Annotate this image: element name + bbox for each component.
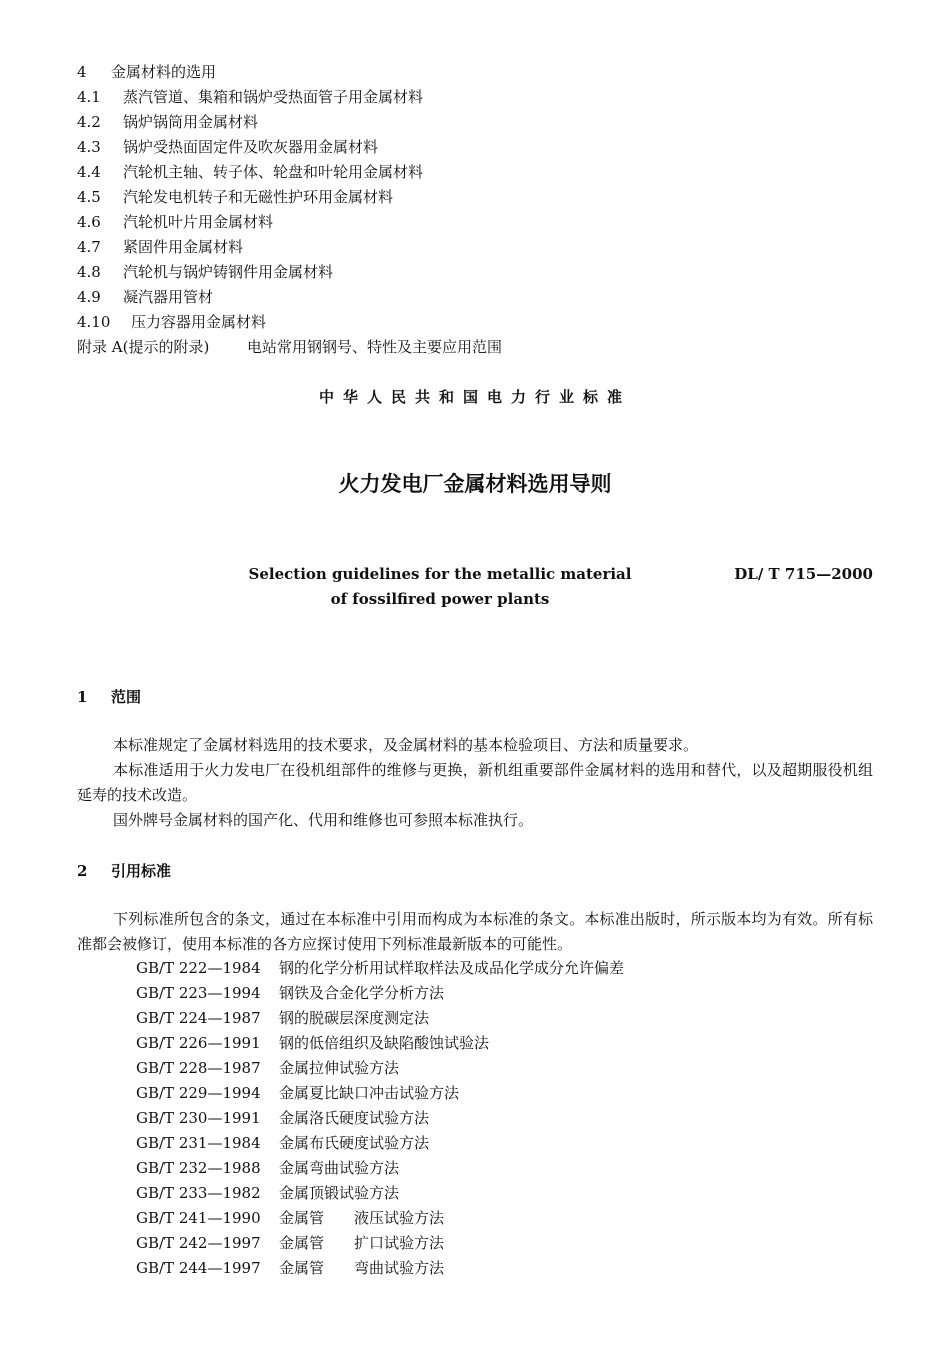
toc-item-label: 紧固件用金属材料 bbox=[123, 238, 244, 256]
paragraph: 国外牌号金属材料的国产化、代用和维修也可参照本标准执行。 bbox=[113, 811, 534, 829]
toc-item-number: 4.9 bbox=[77, 288, 101, 306]
english-title-line-2: of fossilfired power plants bbox=[330, 590, 550, 608]
reference-item bbox=[136, 1056, 624, 1081]
reference-code: GB/T 229—1994 bbox=[136, 1084, 261, 1102]
toc-item[interactable] bbox=[77, 285, 502, 310]
toc-item-number: 4.5 bbox=[77, 188, 101, 206]
reference-title: 钢的脱碳层深度测定法 bbox=[279, 1009, 430, 1027]
reference-code: GB/T 224—1987 bbox=[136, 1009, 261, 1027]
reference-item bbox=[136, 1131, 624, 1156]
section-number: 1 bbox=[77, 688, 88, 706]
reference-code: GB/T 231—1984 bbox=[136, 1134, 261, 1152]
reference-title: 钢铁及合金化学分析方法 bbox=[279, 984, 445, 1002]
section-title: 引用标准 bbox=[111, 862, 172, 880]
toc-item[interactable] bbox=[77, 85, 502, 110]
reference-title: 金属洛氏硬度试验方法 bbox=[279, 1109, 430, 1127]
section-1-heading bbox=[77, 686, 141, 707]
toc-appendix-title: 电站常用钢钢号、特性及主要应用范围 bbox=[247, 338, 503, 356]
reference-prefix: 金属管 bbox=[279, 1209, 325, 1227]
toc-item[interactable] bbox=[77, 160, 502, 185]
section-2-heading bbox=[77, 860, 171, 881]
reference-title: 金属拉伸试验方法 bbox=[279, 1059, 400, 1077]
reference-title: 钢的低倍组织及缺陷酸蚀试验法 bbox=[279, 1034, 490, 1052]
reference-code: GB/T 242—1997 bbox=[136, 1234, 261, 1252]
toc-item-number: 4.1 bbox=[77, 88, 101, 106]
toc-item-label: 汽轮机叶片用金属材料 bbox=[123, 213, 274, 231]
toc-item[interactable] bbox=[77, 235, 502, 260]
reference-list bbox=[136, 956, 624, 1281]
toc-item-number: 4.3 bbox=[77, 138, 101, 156]
reference-title: 金属夏比缺口冲击试验方法 bbox=[279, 1084, 460, 1102]
reference-code: GB/T 230—1991 bbox=[136, 1109, 261, 1127]
reference-item bbox=[136, 981, 624, 1006]
reference-title: 金属弯曲试验方法 bbox=[279, 1159, 400, 1177]
toc-item-label: 凝汽器用管材 bbox=[123, 288, 214, 306]
reference-title: 钢的化学分析用试样取样法及成品化学成分允许偏差 bbox=[279, 959, 625, 977]
reference-code: GB/T 226—1991 bbox=[136, 1034, 261, 1052]
toc-appendix[interactable] bbox=[77, 335, 502, 360]
reference-item bbox=[136, 1081, 624, 1106]
issuing-organization: 中华人民共和国电力行业标准 bbox=[318, 388, 631, 406]
reference-code: GB/T 228—1987 bbox=[136, 1059, 261, 1077]
reference-item bbox=[136, 1181, 624, 1206]
reference-title: 金属布氏硬度试验方法 bbox=[279, 1134, 430, 1152]
toc-item[interactable] bbox=[77, 310, 502, 335]
reference-item bbox=[136, 956, 624, 981]
reference-title: 扩口试验方法 bbox=[354, 1234, 445, 1252]
toc-item-number: 4.4 bbox=[77, 163, 101, 181]
toc-item-number: 4.2 bbox=[77, 113, 101, 131]
document-title: 火力发电厂金属材料选用导则 bbox=[338, 471, 612, 496]
toc-item-number: 4 bbox=[77, 63, 87, 81]
reference-code: GB/T 232—1988 bbox=[136, 1159, 261, 1177]
toc-item-label: 蒸汽管道、集箱和锅炉受热面管子用金属材料 bbox=[123, 88, 424, 106]
toc-item-label: 金属材料的选用 bbox=[111, 63, 217, 81]
standard-code: DL/ T 715—2000 bbox=[734, 565, 873, 583]
reference-item bbox=[136, 1256, 624, 1281]
section-title: 范围 bbox=[111, 688, 142, 706]
reference-code: GB/T 223—1994 bbox=[136, 984, 261, 1002]
toc-item-number: 4.8 bbox=[77, 263, 101, 281]
toc-appendix-label: 附录 A(提示的附录) bbox=[77, 338, 210, 356]
reference-code: GB/T 244—1997 bbox=[136, 1259, 261, 1277]
toc-item-label: 汽轮机与锅炉铸钢件用金属材料 bbox=[123, 263, 334, 281]
toc-item-number: 4.6 bbox=[77, 213, 101, 231]
reference-item bbox=[136, 1206, 624, 1231]
reference-item bbox=[136, 1156, 624, 1181]
toc-item[interactable] bbox=[77, 135, 502, 160]
reference-title: 弯曲试验方法 bbox=[354, 1259, 445, 1277]
toc-item-number: 4.10 bbox=[77, 313, 111, 331]
reference-title: 金属顶锻试验方法 bbox=[279, 1184, 400, 1202]
toc-item-number: 4.7 bbox=[77, 238, 101, 256]
table-of-contents bbox=[77, 60, 502, 360]
english-title bbox=[240, 562, 640, 612]
toc-item-label: 锅炉受热面固定件及吹灰器用金属材料 bbox=[123, 138, 379, 156]
reference-item bbox=[136, 1031, 624, 1056]
toc-item[interactable] bbox=[77, 260, 502, 285]
toc-item[interactable] bbox=[77, 210, 502, 235]
paragraph: 本标准规定了金属材料选用的技术要求，及金属材料的基本检验项目、方法和质量要求。 bbox=[113, 736, 699, 754]
reference-item bbox=[136, 1106, 624, 1131]
toc-item-label: 压力容器用金属材料 bbox=[131, 313, 267, 331]
toc-item[interactable] bbox=[77, 185, 502, 210]
reference-prefix: 金属管 bbox=[279, 1259, 325, 1277]
toc-item-label: 汽轮机主轴、转子体、轮盘和叶轮用金属材料 bbox=[123, 163, 424, 181]
reference-item bbox=[136, 1231, 624, 1256]
toc-item-label: 汽轮发电机转子和无磁性护环用金属材料 bbox=[123, 188, 394, 206]
paragraph: 本标准适用于火力发电厂在役机组部件的维修与更换，新机组重要部件金属材料的选用和替代，以及超期服役机组延寿的技术改造。 bbox=[77, 761, 873, 804]
reference-code: GB/T 241—1990 bbox=[136, 1209, 261, 1227]
reference-code: GB/T 222—1984 bbox=[136, 959, 261, 977]
toc-item[interactable] bbox=[77, 110, 502, 135]
paragraph: 下列标准所包含的条文，通过在本标准中引用而构成为本标准的条文。本标准出版时，所示版本均为有效。所有标准都会被修订，使用本标准的各方应探讨使用下列标准最新版本的可能性。 bbox=[77, 910, 873, 953]
toc-item[interactable] bbox=[77, 60, 502, 85]
english-title-line-1: Selection guidelines for the metallic material bbox=[248, 565, 632, 583]
toc-item-label: 锅炉锅筒用金属材料 bbox=[123, 113, 259, 131]
section-number: 2 bbox=[77, 862, 88, 880]
reference-title: 液压试验方法 bbox=[354, 1209, 445, 1227]
reference-item bbox=[136, 1006, 624, 1031]
reference-code: GB/T 233—1982 bbox=[136, 1184, 261, 1202]
reference-prefix: 金属管 bbox=[279, 1234, 325, 1252]
